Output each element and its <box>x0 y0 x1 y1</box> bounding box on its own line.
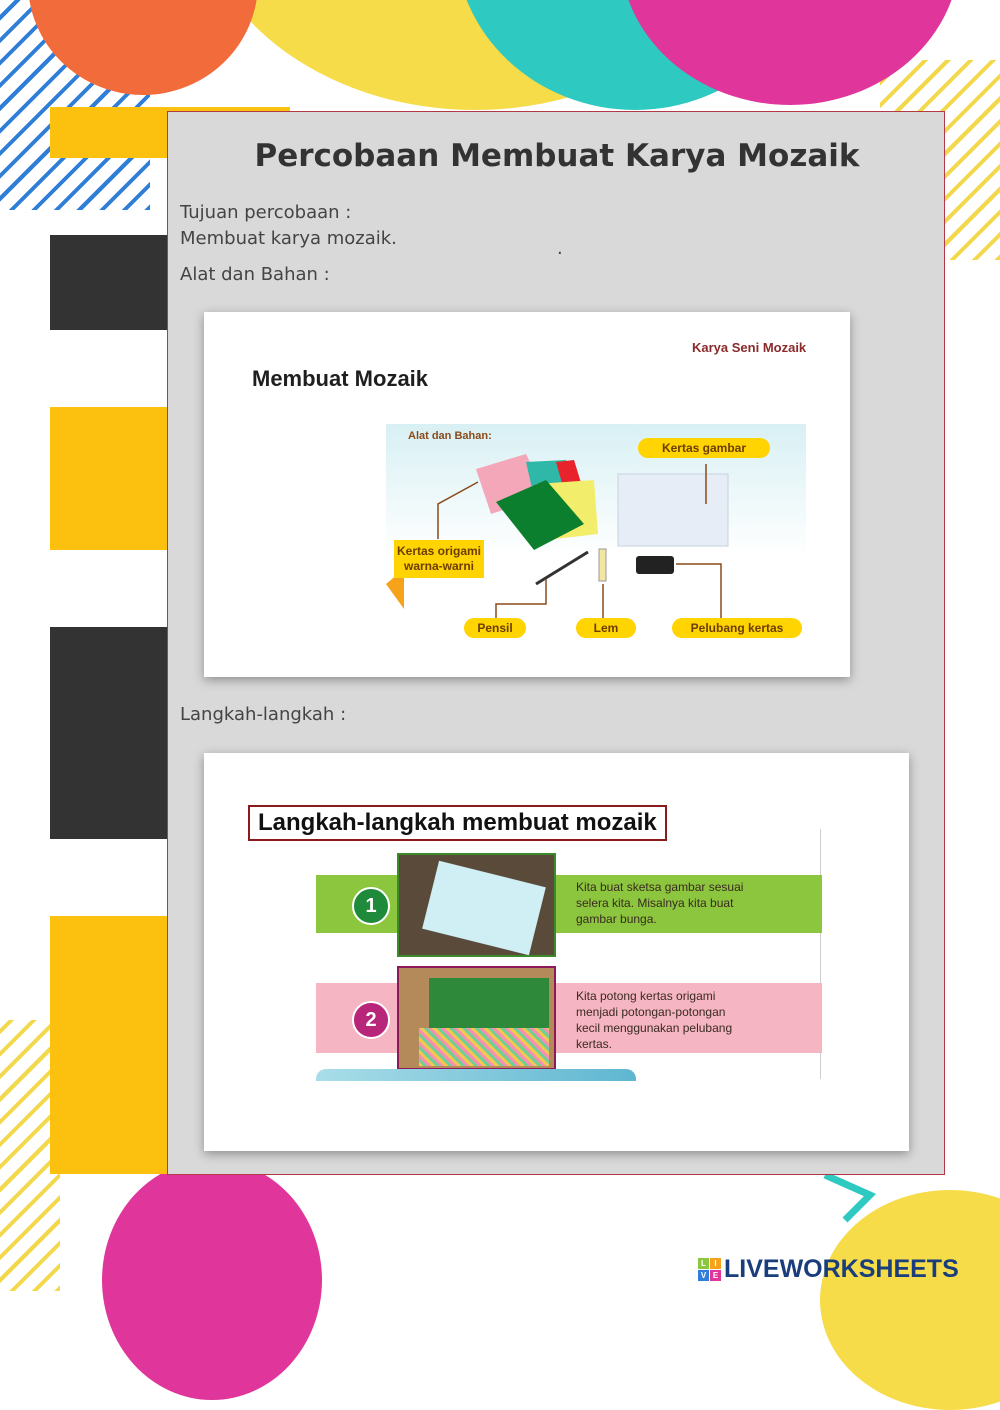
tag-drawing-paper: Kertas gambar <box>638 438 770 458</box>
goal-label: Tujuan percobaan : <box>180 202 352 223</box>
tag-pencil: Pensil <box>464 618 526 638</box>
magenta-circle-bottom-decoration <box>102 1160 322 1400</box>
logo-text: LIVEWORKSHEETS <box>724 1255 959 1283</box>
slide-heading: Membuat Mozaik <box>252 366 429 391</box>
steps-label: Langkah-langkah : <box>180 704 347 725</box>
steps-heading: Langkah-langkah membuat mozaik <box>248 805 667 841</box>
steps-slide <box>204 753 909 1151</box>
worksheet-panel <box>167 111 945 1175</box>
chevron-decoration <box>815 1170 885 1230</box>
stray-dot: . <box>557 238 563 259</box>
slide-corner-title: Karya Seni Mozaik <box>692 340 807 355</box>
tag-glue: Lem <box>576 618 636 638</box>
drawing-paper <box>618 474 728 546</box>
dark-block-decoration <box>50 627 180 839</box>
pencil <box>536 552 588 584</box>
dark-block-decoration <box>50 235 180 330</box>
page-title: Percobaan Membuat Karya Mozaik <box>254 138 860 174</box>
gold-block-decoration <box>50 916 180 1174</box>
step-2-text: Kita potong kertas origami menjadi potongan-potongan kecil menggunakan pelubang kertas. <box>576 989 733 1051</box>
step-1-band <box>316 875 822 933</box>
logo-letter: I <box>710 1258 721 1269</box>
step-1-text: Kita buat sketsa gambar sesuai selera kita. Misalnya kita buat gambar bunga. <box>576 880 744 926</box>
materials-diagram <box>386 424 806 644</box>
glue-bottle <box>599 549 606 581</box>
step-1-number: 1 <box>352 887 390 925</box>
step-2-photo <box>397 966 556 1070</box>
goal-text: Membuat karya mozaik. <box>180 228 397 249</box>
materials-slide <box>204 312 850 677</box>
logo-letter: V <box>698 1270 709 1281</box>
step-2-number: 2 <box>352 1001 390 1039</box>
origami-paper-stack <box>476 454 598 550</box>
hole-punch <box>636 556 674 574</box>
materials-label: Alat dan Bahan : <box>180 264 330 285</box>
diagram-label: Alat dan Bahan: <box>408 430 492 442</box>
step-1-photo <box>397 853 556 957</box>
gold-block-decoration <box>50 407 180 550</box>
tag-hole-punch: Pelubang kertas <box>672 618 802 638</box>
logo-letter: E <box>710 1270 721 1281</box>
logo-letter: L <box>698 1258 709 1269</box>
cloud-decoration <box>316 1069 636 1081</box>
tag-origami-paper: Kertas origami warna-warni <box>394 540 484 578</box>
step-2-band <box>316 983 822 1053</box>
